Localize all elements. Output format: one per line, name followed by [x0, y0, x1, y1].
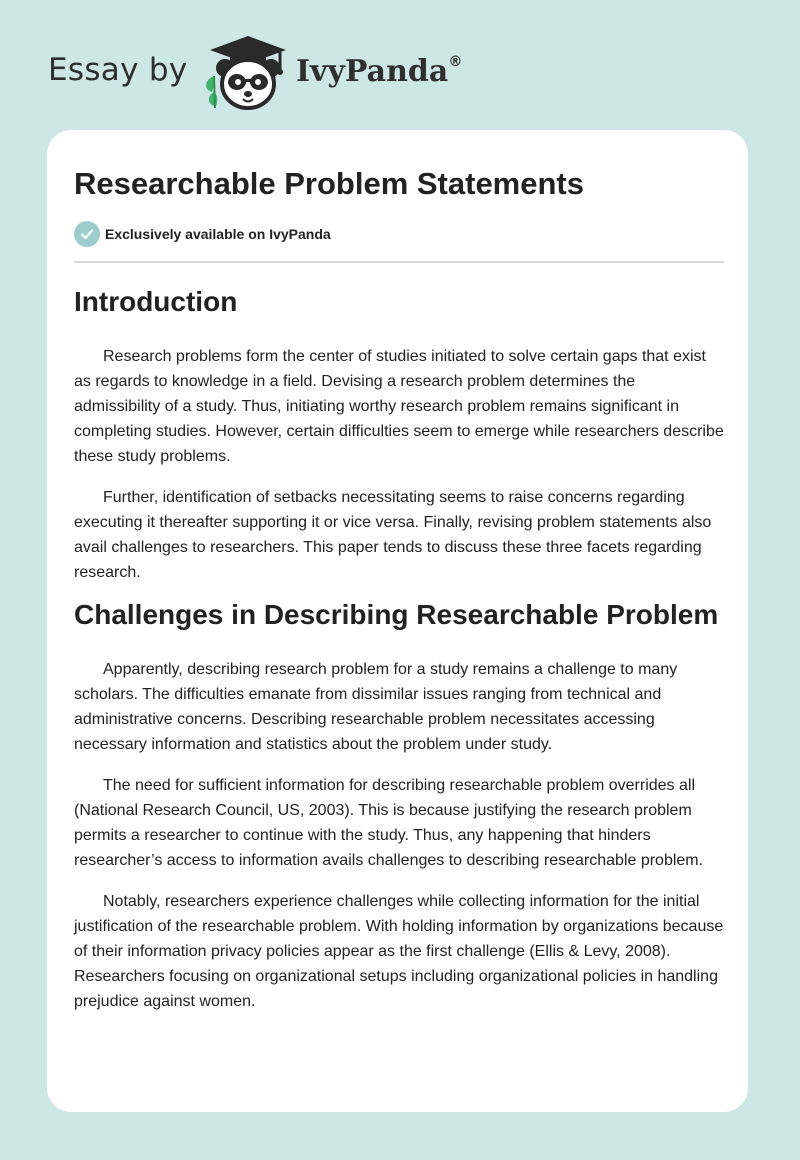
page-title: Researchable Problem Statements [74, 166, 584, 201]
check-icon [74, 221, 100, 247]
paragraph: Further, identification of setbacks necessitating seems to raise concerns regarding executing it thereafter supporting it or vice versa. Finally, revising problem statements also avail challenges to researchers. This paper tends to discuss these three facets regarding research. [74, 489, 712, 581]
paragraph: Notably, researchers experience challenges while collecting information for the initial justification of the researchable problem. With holding information by organizations because of their information privacy policies appear as the first challenge (Ellis & Levy, 2008). Researchers focusing on organizational setups including organizational policies in handling prejudice against women. [74, 893, 724, 1010]
exclusive-badge [74, 221, 331, 247]
article-body [74, 280, 724, 1014]
panda-graduate-icon[interactable] [200, 32, 296, 112]
brand-text: IvyPanda [296, 54, 449, 89]
site-header [0, 0, 800, 130]
section-heading-challenges: Challenges in Describing Researchable Problem [74, 599, 719, 630]
title-divider [74, 261, 724, 263]
section-heading-introduction: Introduction [74, 286, 238, 317]
paragraph: Apparently, describing research problem for a study remains a challenge to many scholars. The difficulties emanate from dissimilar issues ranging from technical and administrative concerns. Describing researchable problem necessitates accessing necessary information and statistics about the problem under study. [74, 661, 678, 753]
paragraph: The need for sufficient information for describing researchable problem overrides all (National Research Council, US, 2003). This is because justifying the research problem permits a researcher to continue with the study. Thus, any happening that hinders researcher’s access to information avails challenges to describing researchable problem. [74, 777, 704, 869]
brand-name[interactable] [296, 54, 462, 89]
paragraph: Research problems form the center of studies initiated to solve certain gaps that exist as regards to knowledge in a field. Devising a research problem determines the admissibility of a study. Thus, initiating worthy research problem remains significant in completing studies. However, certain difficulties seem to emerge while researchers describe these study problems. [74, 348, 724, 465]
exclusive-label: Exclusively available on IvyPanda [105, 226, 331, 242]
registered-mark: ® [448, 54, 463, 70]
essay-card [47, 130, 748, 1112]
essay-by-label: Essay by [48, 52, 188, 88]
